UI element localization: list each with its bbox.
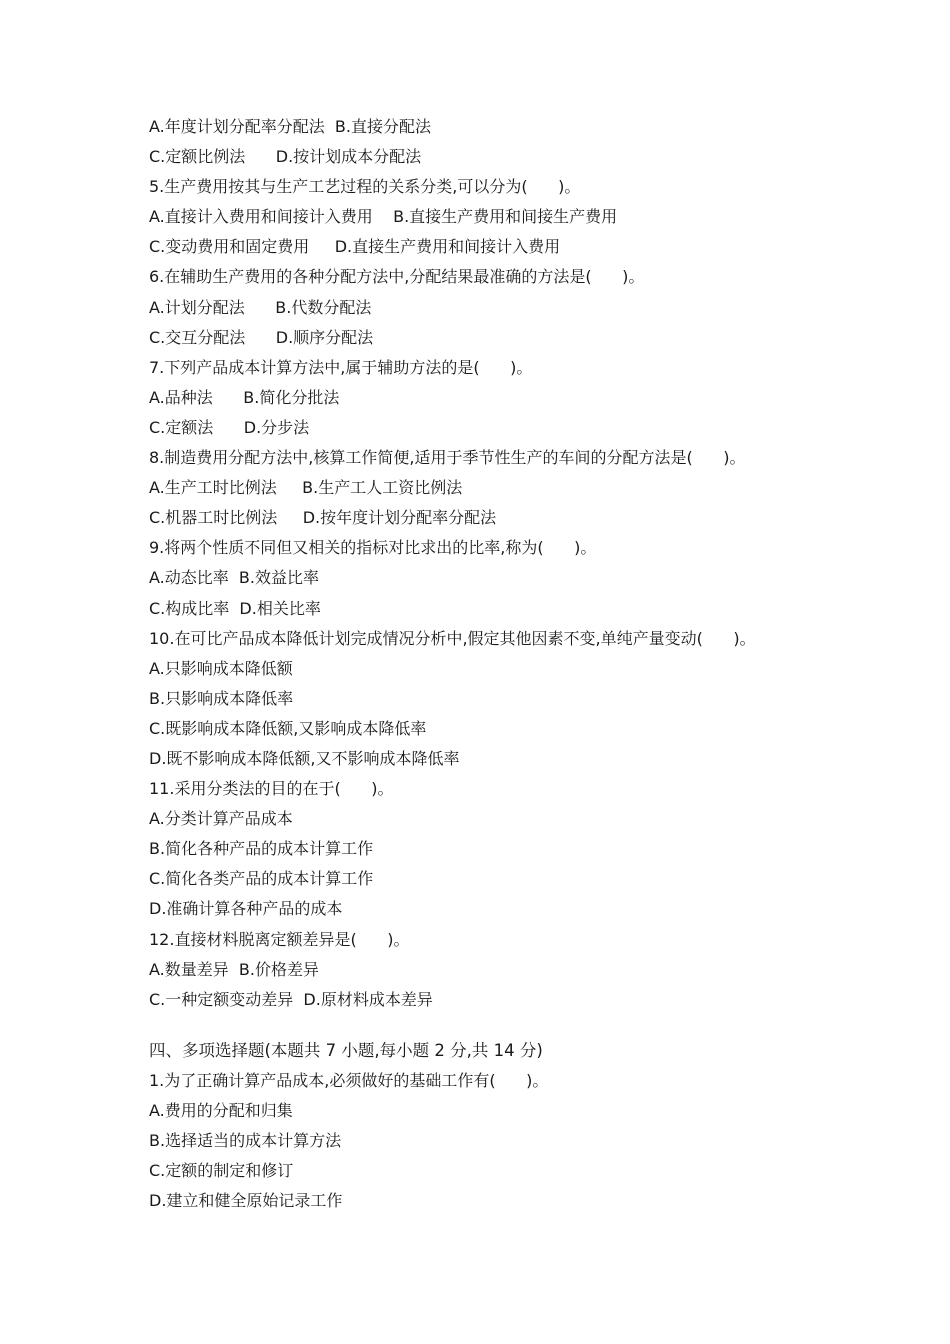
option-line: A.计划分配法 B.代数分配法 — [149, 297, 372, 317]
option-line: A.只影响成本降低额 — [149, 658, 293, 678]
option-line: B.只影响成本降低率 — [149, 688, 294, 708]
option-line: A.直接计入费用和间接计入费用 B.直接生产费用和间接生产费用 — [149, 207, 618, 227]
option-line: C.定额法 D.分步法 — [149, 417, 310, 437]
question-8: 8.制造费用分配方法中,核算工作简便,适用于季节性生产的车间的分配方法是( )。 — [149, 448, 746, 468]
option-line: C.既影响成本降低额,又影响成本降低率 — [149, 718, 427, 738]
option-line: B.选择适当的成本计算方法 — [149, 1131, 342, 1151]
option-line: D.准确计算各种产品的成本 — [149, 899, 343, 919]
question-9: 9.将两个性质不同但又相关的指标对比求出的比率,称为( )。 — [149, 538, 597, 558]
option-line: A.品种法 B.简化分批法 — [149, 387, 340, 407]
option-line: C.简化各类产品的成本计算工作 — [149, 869, 374, 889]
option-line: B.简化各种产品的成本计算工作 — [149, 839, 374, 859]
question-12: 12.直接材料脱离定额差异是( )。 — [149, 929, 410, 949]
question-5: 5.生产费用按其与生产工艺过程的关系分类,可以分为( )。 — [149, 177, 581, 197]
question-10: 10.在可比产品成本降低计划完成情况分析中,假定其他因素不变,单纯产量变动( )。 — [149, 628, 756, 648]
option-line: D.既不影响成本降低额,又不影响成本降低率 — [149, 748, 460, 768]
option-line: D.建立和健全原始记录工作 — [149, 1191, 343, 1211]
option-line: A.动态比率 B.效益比率 — [149, 568, 319, 588]
section-heading: 四、多项选择题(本题共 7 小题,每小题 2 分,共 14 分) — [149, 1040, 543, 1060]
option-line: A.分类计算产品成本 — [149, 809, 293, 829]
question-11: 11.采用分类法的目的在于( )。 — [149, 779, 394, 799]
question-6: 6.在辅助生产费用的各种分配方法中,分配结果最准确的方法是( )。 — [149, 267, 645, 287]
question-multi-1: 1.为了正确计算产品成本,必须做好的基础工作有( )。 — [149, 1070, 549, 1090]
option-line: C.一种定额变动差异 D.原材料成本差异 — [149, 989, 433, 1009]
option-line: C.变动费用和固定费用 D.直接生产费用和间接计入费用 — [149, 237, 561, 257]
option-line: A.数量差异 B.价格差异 — [149, 959, 319, 979]
option-line: C.构成比率 D.相关比率 — [149, 598, 321, 618]
spacer — [149, 1015, 849, 1036]
option-line: A.费用的分配和归集 — [149, 1101, 293, 1120]
option-line: A.年度计划分配率分配法 B.直接分配法 — [149, 117, 431, 136]
option-line: C.机器工时比例法 D.按年度计划分配率分配法 — [149, 508, 497, 528]
option-line: A.生产工时比例法 B.生产工人工资比例法 — [149, 478, 463, 498]
option-line: C.定额比例法 D.按计划成本分配法 — [149, 147, 422, 167]
exam-content — [149, 112, 849, 1216]
option-line: C.交互分配法 D.顺序分配法 — [149, 327, 374, 347]
option-line: C.定额的制定和修订 — [149, 1161, 294, 1181]
question-7: 7.下列产品成本计算方法中,属于辅助方法的是( )。 — [149, 357, 533, 377]
